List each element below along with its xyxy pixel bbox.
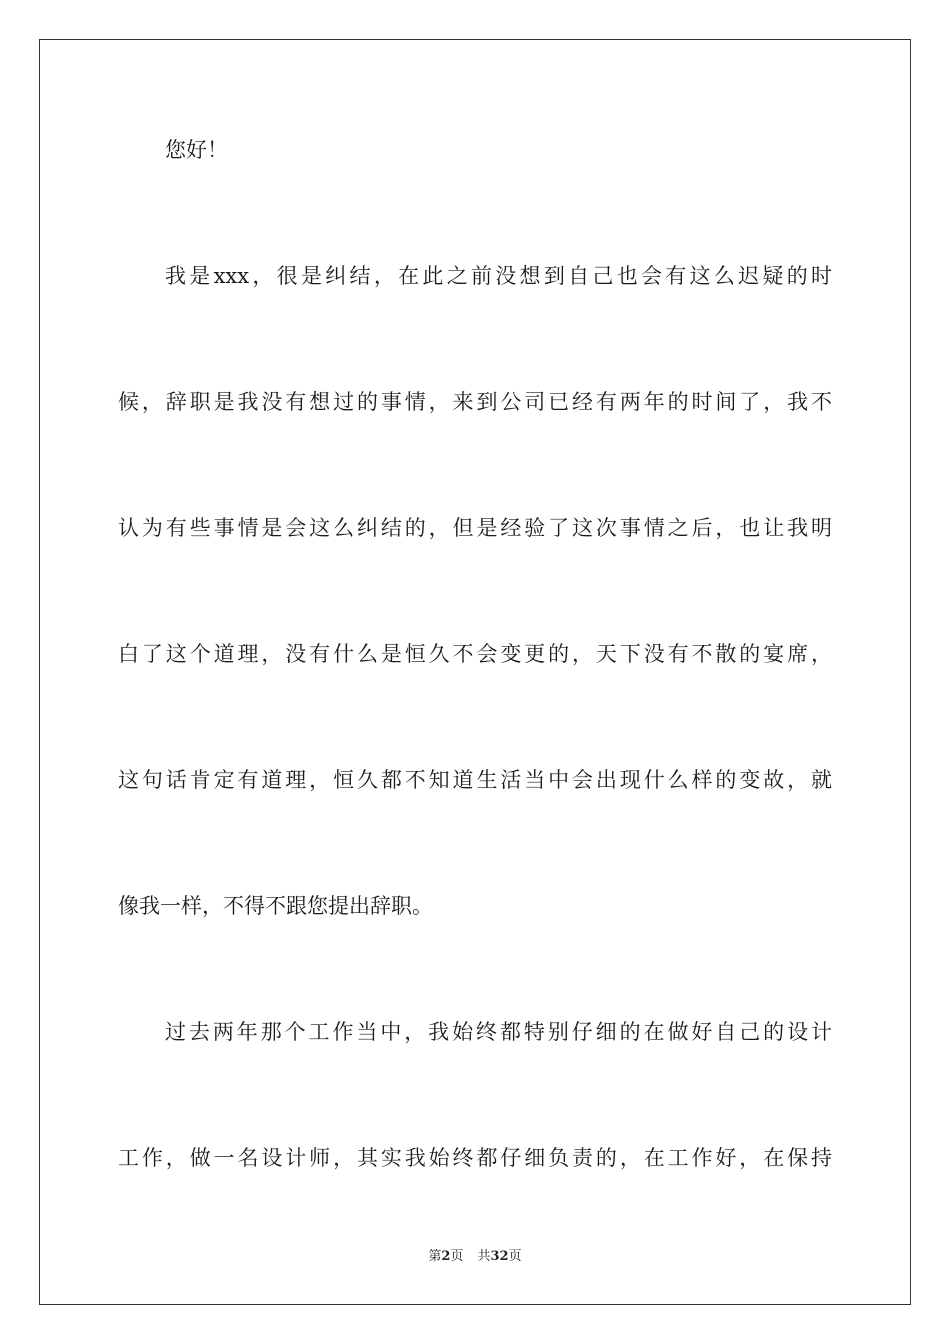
footer-total-pages: 32	[490, 1249, 509, 1264]
footer-page-suffix: 页	[450, 1249, 464, 1264]
footer-total-prefix: 共	[477, 1249, 491, 1264]
paragraph-line-3: 认为有些事情是会这么纠结的，但是经验了这次事情之后，也让我明	[118, 516, 832, 540]
paragraph-line-6: 像我一样，不得不跟您提出辞职。	[118, 894, 433, 918]
footer-page-prefix: 第	[428, 1249, 442, 1264]
footer-page-number: 2	[441, 1249, 451, 1264]
paragraph-line-5: 这句话肯定有道理，恒久都不知道生活当中会出现什么样的变故，就	[118, 768, 832, 792]
paragraph-line-1: 我是xxx，很是纠结，在此之前没想到自己也会有这么迟疑的时	[165, 264, 832, 288]
page-border	[39, 39, 911, 1305]
footer-total-suffix: 页	[508, 1249, 522, 1264]
paragraph-line-8: 工作，做一名设计师，其实我始终都仔细负责的，在工作好，在保持	[118, 1146, 832, 1170]
paragraph-line-2: 候，辞职是我没有想过的事情，来到公司已经有两年的时间了，我不	[118, 390, 832, 414]
paragraph-line-4: 白了这个道理，没有什么是恒久不会变更的，天下没有不散的宴席，	[118, 642, 832, 666]
greeting-line: 您好！	[165, 138, 228, 162]
paragraph-line-7: 过去两年那个工作当中，我始终都特别仔细的在做好自己的设计	[165, 1020, 832, 1044]
page-footer	[0, 1248, 950, 1266]
